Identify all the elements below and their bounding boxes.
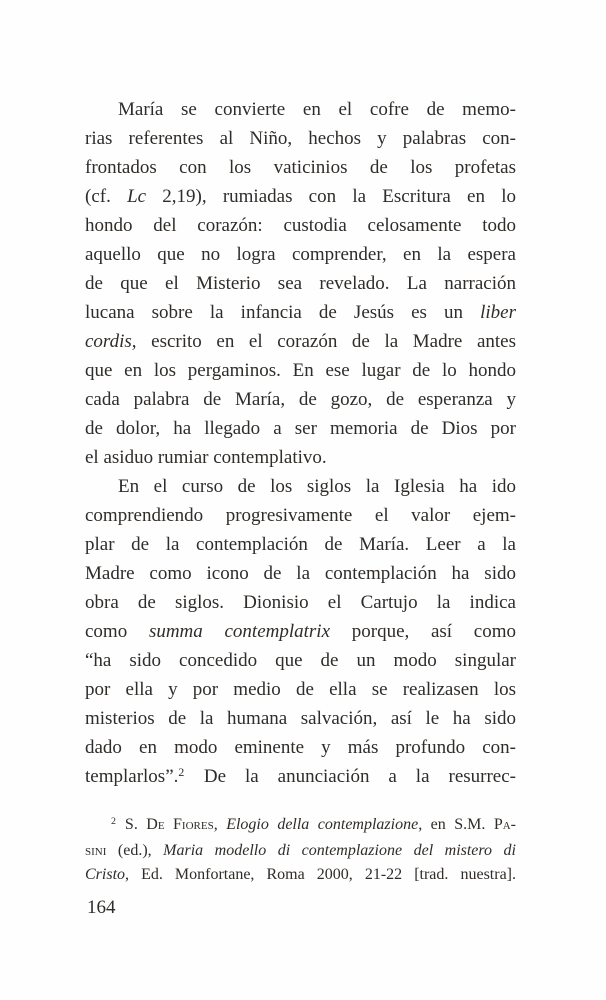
- page-number: 164: [87, 897, 116, 918]
- text-line: “ha sido concedido que de un modo singular: [85, 650, 516, 671]
- text-line: misterios de la humana salvación, así le ha sido: [85, 708, 516, 729]
- text-line: aquello que no logra comprender, en la espera: [85, 244, 516, 265]
- italic-text: cordis: [85, 331, 132, 352]
- text-line: dado en modo eminente y más profundo con-: [85, 737, 516, 758]
- text-line: sini (ed.), Maria modello di contemplazione del mistero di: [85, 842, 516, 859]
- text-line: templarlos”.$^2$ De la anunciación a la resurrec-: [85, 766, 516, 787]
- italic-text: Lc: [127, 186, 147, 207]
- paragraph-2: [85, 472, 516, 793]
- text-line: frontados con los vaticinios de los profetas: [85, 157, 516, 178]
- text-line: Cristo, Ed. Monfortane, Roma 2000, 21-22 [trad. nuestra].: [85, 866, 516, 883]
- text-line: María se convierte en el cofre de memo-: [118, 99, 516, 120]
- text-line: obra de siglos. Dionisio el Cartujo la indica: [85, 592, 516, 613]
- body-text: [85, 95, 516, 793]
- paragraph-1: [85, 95, 516, 472]
- superscript-marker: 2: [111, 816, 117, 828]
- text-line: que en los pergaminos. En ese lugar de lo hondo: [85, 360, 516, 381]
- text-line: En el curso de los siglos la Iglesia ha ido: [118, 476, 516, 497]
- text-line: (cf. Lc 2,19), rumiadas con la Escritura en lo: [85, 186, 516, 207]
- text-line: lucana sobre la infancia de Jesús es un liber: [85, 302, 516, 323]
- text-line: rias referentes al Niño, hechos y palabras con-: [85, 128, 516, 149]
- italic-text: Elogio della contemplazione: [226, 816, 419, 833]
- smallcaps-text: sini: [85, 842, 107, 859]
- superscript-marker: 2: [178, 766, 185, 780]
- italic-text: summa contemplatrix: [148, 621, 331, 642]
- italic-text: Cristo: [85, 866, 126, 883]
- text-line: hondo del corazón: custodia celosamente todo: [85, 215, 516, 236]
- text-line: cada palabra de María, de gozo, de esperanza y: [85, 389, 516, 410]
- italic-text: Maria modello di contemplazione del mistero di: [163, 842, 516, 859]
- footnote: [85, 813, 516, 887]
- smallcaps-text: Pa-: [493, 816, 517, 833]
- text-line: de que el Misterio sea revelado. La narración: [85, 273, 516, 294]
- text-line: Madre como icono de la contemplación ha sido: [85, 563, 516, 584]
- italic-text: liber: [480, 302, 516, 323]
- text-line: plar de la contemplación de María. Leer a la: [85, 534, 516, 555]
- text-line: $^2$ S. De Fiores, Elogio della contemplazione, en S.M. Pa-: [111, 816, 517, 833]
- text-line: el asiduo rumiar contemplativo.: [85, 447, 327, 468]
- text-line: por ella y por medio de ella se realizasen los: [85, 679, 516, 700]
- smallcaps-text: De Fiores: [146, 816, 214, 833]
- text-line: comprendiendo progresivamente el valor ejem-: [85, 505, 516, 526]
- text-line: de dolor, ha llegado a ser memoria de Dios por: [85, 418, 516, 439]
- text-line: como summa contemplatrix porque, así como: [85, 621, 517, 642]
- text-line: cordis, escrito en el corazón de la Madre antes: [85, 331, 516, 352]
